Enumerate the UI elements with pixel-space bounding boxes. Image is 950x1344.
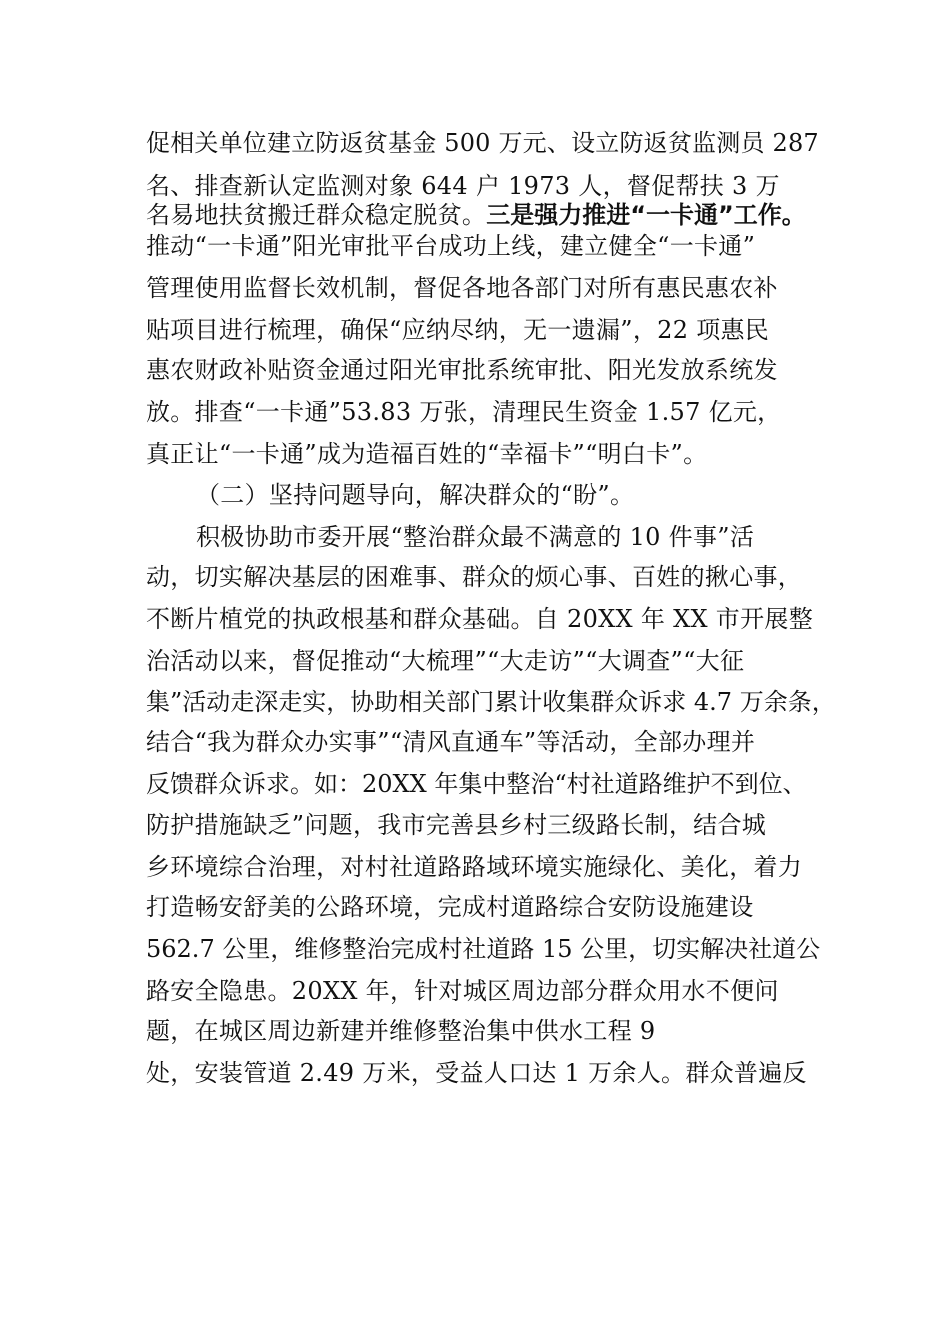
paragraph-line: 管理使用监督长效机制，督促各地各部门对所有惠民惠农补	[146, 274, 778, 302]
paragraph-line: 推动“一卡通”阳光审批平台成功上线，建立健全“一卡通”	[146, 232, 756, 260]
paragraph-line: 路安全隐患。20XX 年，针对城区周边部分群众用水不便问	[146, 977, 779, 1005]
paragraph-line: 处，安装管道 2.49 万米，受益人口达 1 万余人。群众普遍反	[146, 1059, 807, 1087]
paragraph-text: 名易地扶贫搬迁群众稳定脱贫。	[146, 201, 487, 229]
paragraph-line: 真正让“一卡通”成为造福百姓的“幸福卡”“明白卡”。	[146, 440, 708, 468]
paragraph-line: 集”活动走深走实，协助相关部门累计收集群众诉求 4.7 万余条，	[146, 688, 836, 716]
paragraph-line: 题，在城区周边新建并维修整治集中供水工程 9	[146, 1017, 656, 1045]
paragraph-line: 不断⽚植党的执政根基和群众基础。自 20XX 年 XX 市开展整	[146, 605, 813, 633]
paragraph-line: 惠农财政补贴资金通过阳光审批系统审批、阳光发放系统发	[146, 356, 778, 384]
paragraph-line: 放。排查“一卡通”53.83 万张，清理民生资金 1.57 亿元，	[146, 398, 782, 426]
paragraph-line: 治活动以来，督促推动“大梳理”“大走访”“大调查”“大征	[146, 647, 745, 675]
paragraph-line: 名、排查新认定监测对象 644 户 1973 人，督促帮扶 3 万	[146, 172, 780, 200]
paragraph-line: 贴项目进行梳理，确保“应纳尽纳，无一遗漏”，22 项惠民	[146, 316, 770, 344]
bold-emphasis-text: 三是强力推进“一卡通”工作。	[486, 201, 806, 229]
paragraph-line: 防护措施缺乏”问题，我市完善县乡村三级路长制，结合城	[146, 811, 767, 839]
paragraph-line: 积极协助市委开展“整治群众最不满意的 10 件事”活	[196, 523, 755, 551]
paragraph-line: 动，切实解决基层的困难事、群众的烦心事、百姓的揪心事，	[146, 563, 803, 591]
paragraph-line: 促相关单位建立防返贫基金 500 万元、设立防返贫监测员 287	[146, 129, 819, 157]
paragraph-line: 反馈群众诉求。如：20XX 年集中整治“村社道路维护不到位、	[146, 770, 807, 798]
paragraph-line: 结合“我为群众办实事”“清风直通车”等活动，全部办理并	[146, 728, 756, 756]
paragraph-line: 562.7 公里，维修整治完成村社道路 15 公里，切实解决社道公	[146, 935, 821, 963]
paragraph-line: 乡环境综合治理，对村社道路路域环境实施绿化、美化，着力	[146, 853, 803, 881]
paragraph-line: 打造畅安舒美的公路环境，完成村道路综合安防设施建设	[146, 893, 754, 921]
section-heading: （二）坚持问题导向，解决群众的“盼”。	[196, 481, 635, 509]
